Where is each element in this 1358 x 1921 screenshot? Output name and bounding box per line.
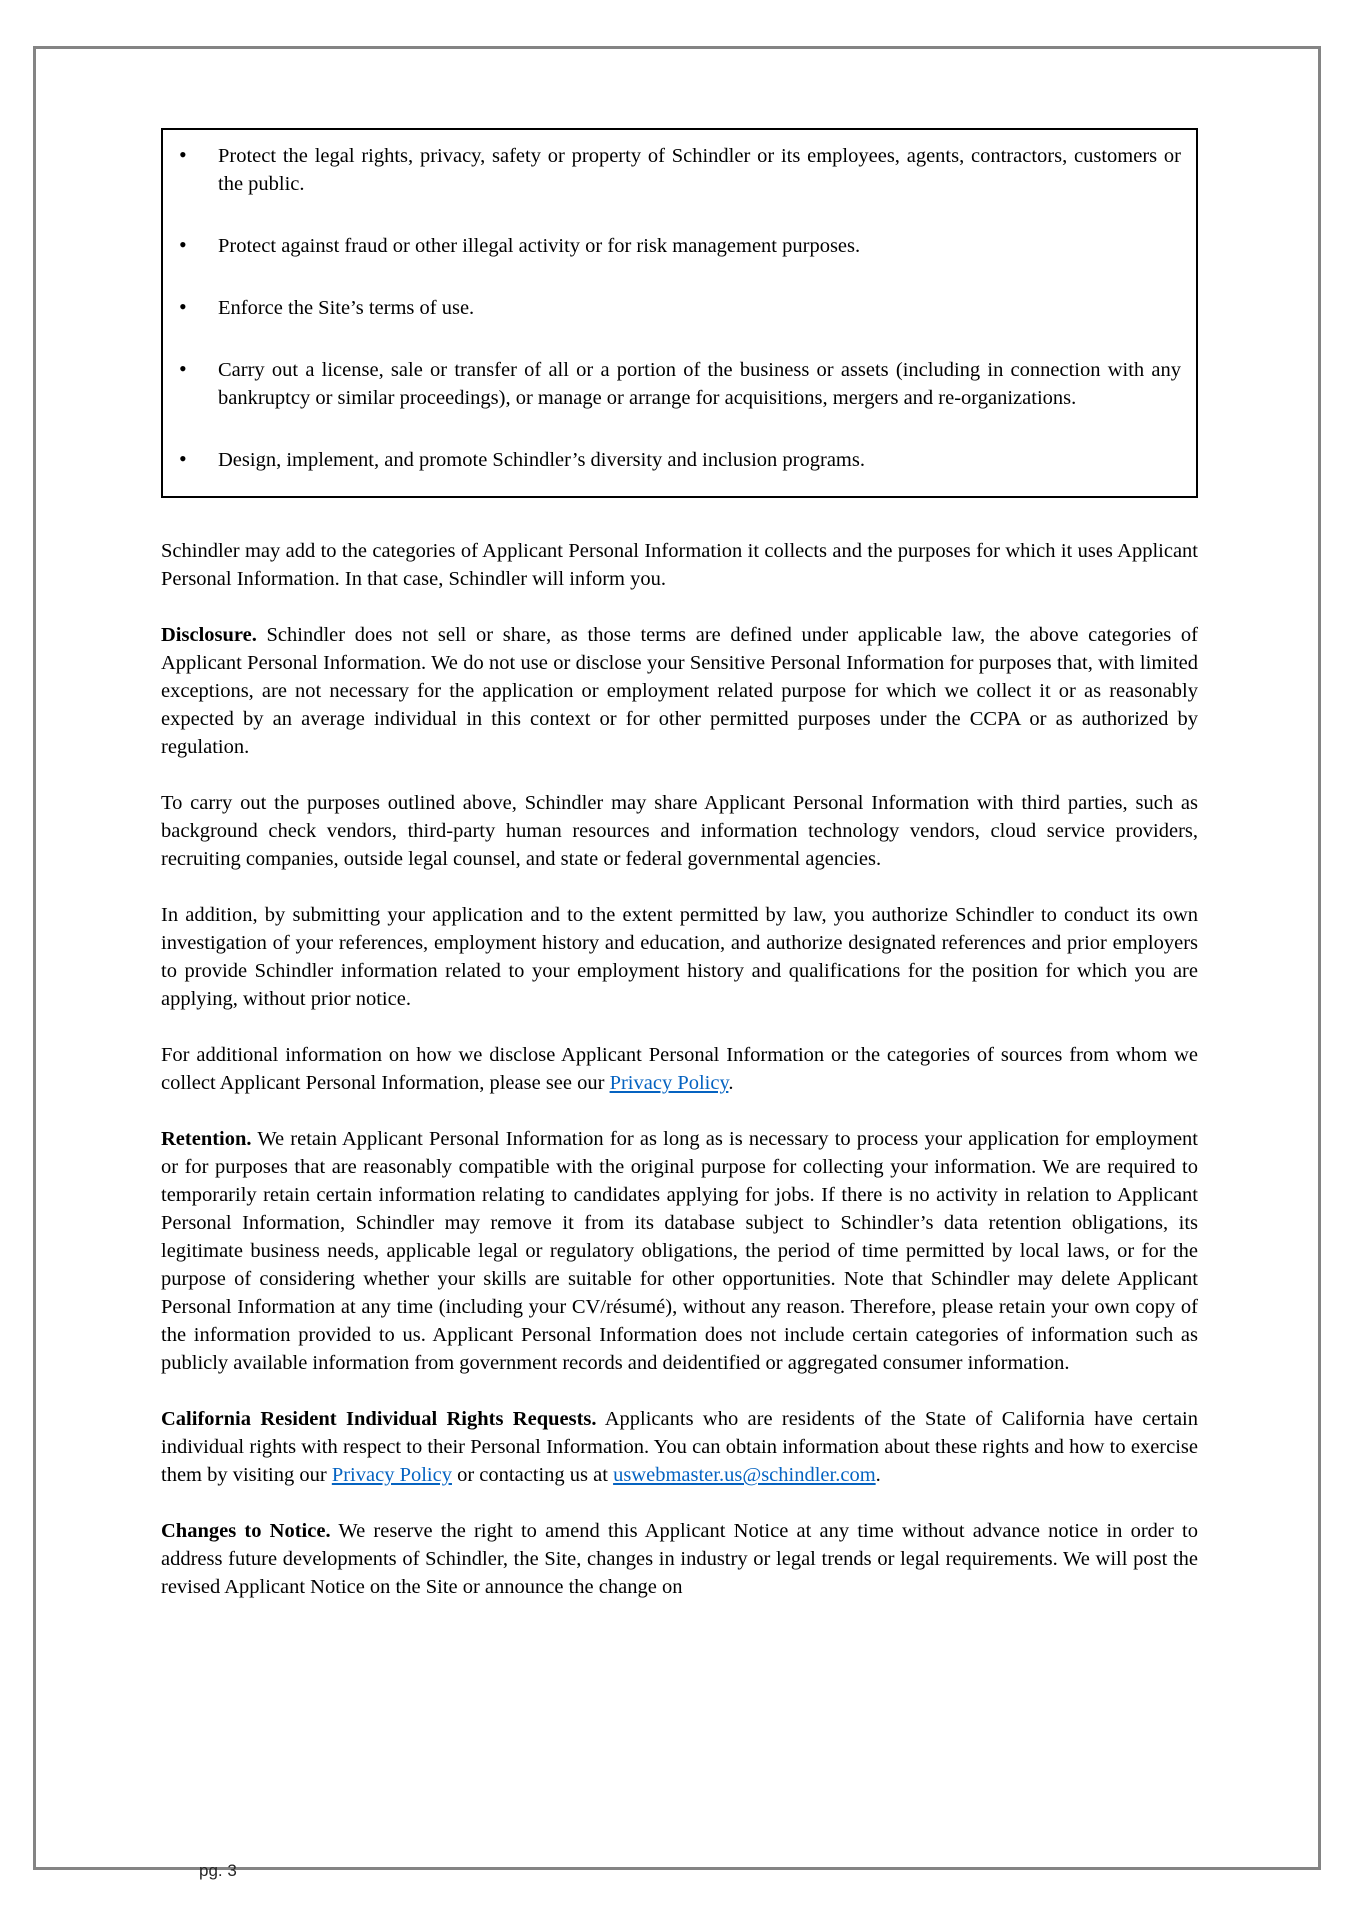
bullet-item: • Protect against fraud or other illegal activity or for risk management purposes. — [163, 232, 1181, 260]
retention-heading: Retention. — [161, 1128, 252, 1150]
text-run: For additional information on how we disclose Applicant Personal Information or the categories of sources from whom we collect Applicant Personal Information, please see our — [161, 1044, 1198, 1094]
page-number: pg. 3 — [199, 1861, 237, 1880]
text-run: To carry out the purposes outlined above, Schindler may share Applicant Personal Information with third parties, such as background check vendors, third-party human resources and information technology vendors, cloud service providers, recruiting companies, outside legal counsel, and state or federal governmental agencies. — [161, 792, 1198, 870]
text-run: Schindler may add to the categories of Applicant Personal Information it collects and the purposes for which it uses Applicant Personal Information. In that case, Schindler will inform you. — [161, 540, 1198, 590]
document-content — [161, 128, 1198, 1601]
document-page — [33, 46, 1321, 1880]
text-run: Applicants who are residents of the State of California have certain individual rights with respect to their Personal Information. You can obtain information about these rights and how to exercise them by visiting our — [161, 1408, 1199, 1486]
para-categories-addition — [161, 537, 1198, 593]
text-run: We reserve the right to amend this Applicant Notice at any time without advance notice in order to address future developments of Schindler, the Site, changes in industry or legal trends or legal requirements. We will post the revised Applicant Notice on the Site or announce the change on — [161, 1520, 1198, 1598]
webmaster-email-link[interactable]: uswebmaster.us@schindler.com — [613, 1464, 876, 1486]
text-run: . — [875, 1464, 881, 1486]
privacy-policy-link[interactable]: Privacy Policy — [331, 1464, 452, 1486]
para-additional-information — [161, 1041, 1198, 1097]
bullet-list — [163, 142, 1181, 474]
text-run: In addition, by submitting your application and to the extent permitted by law, you authorize Schindler to conduct its own investigation of your references, employment history and education, and authorize designated references and prior employers to provide Schindler information related to your employment history and qualifications for the position for which you are applying, without prior notice. — [161, 904, 1198, 1010]
text-run: We retain Applicant Personal Information for as long as is necessary to process your application for employment or for purposes that are reasonably compatible with the original purpose for collecting your information. We are required to temporarily retain certain information relating to candidates applying for jobs. If there is no activity in relation to Applicant Personal Information, Schindler may remove it from its database subject to Schindler’s data retention obligations, its legitimate business needs, applicable legal or regulatory obligations, the period of time permitted by local laws, or for the purpose of considering whether your skills are suitable for other opportunities. Note that Schindler may delete Applicant Personal Information at any time (including your CV/résumé), without any reason. Therefore, please retain your own copy of the information provided to us. Applicant Personal Information does not include certain categories of information such as publicly available information from government records and deidentified or aggregated consumer information. — [161, 1128, 1198, 1374]
bullet-item: • Protect the legal rights, privacy, safety or property of Schindler or its employees, agents, contractors, customers or the public. — [163, 142, 1181, 198]
para-retention — [161, 1125, 1198, 1377]
text-run: or contacting us at — [451, 1464, 614, 1486]
california-rights-heading: California Resident Individual Rights Requests. — [161, 1408, 597, 1430]
para-california-rights — [161, 1405, 1198, 1489]
para-authorization — [161, 901, 1198, 1013]
changes-to-notice-heading: Changes to Notice. — [161, 1520, 331, 1542]
text-run: . — [728, 1072, 734, 1094]
text-run: Schindler does not sell or share, as those terms are defined under applicable law, the above categories of Applicant Personal Information. We do not use or disclose your Sensitive Personal Information for purposes that, with limited exceptions, are not necessary for the application or employment related purpose for which we collect it or as reasonably expected by an average individual in this context or for other permitted purposes under the CCPA or as authorized by regulation. — [161, 624, 1198, 758]
bullet-item: • Enforce the Site’s terms of use. — [163, 294, 1181, 322]
disclosure-heading: Disclosure. — [161, 624, 257, 646]
privacy-policy-link[interactable]: Privacy Policy — [609, 1072, 729, 1094]
purposes-bullet-box — [161, 128, 1198, 498]
bullet-item: • Design, implement, and promote Schindler’s diversity and inclusion programs. — [163, 446, 1181, 474]
para-changes-to-notice — [161, 1517, 1198, 1601]
paragraph-container — [161, 537, 1198, 1601]
para-sharing-third-parties — [161, 789, 1198, 873]
bullet-item: • Carry out a license, sale or transfer of all or a portion of the business or assets (including in connection with any bankruptcy or similar proceedings), or manage or arrange for acquisitions, mergers and re-organizations. — [163, 356, 1181, 412]
para-disclosure — [161, 621, 1198, 761]
